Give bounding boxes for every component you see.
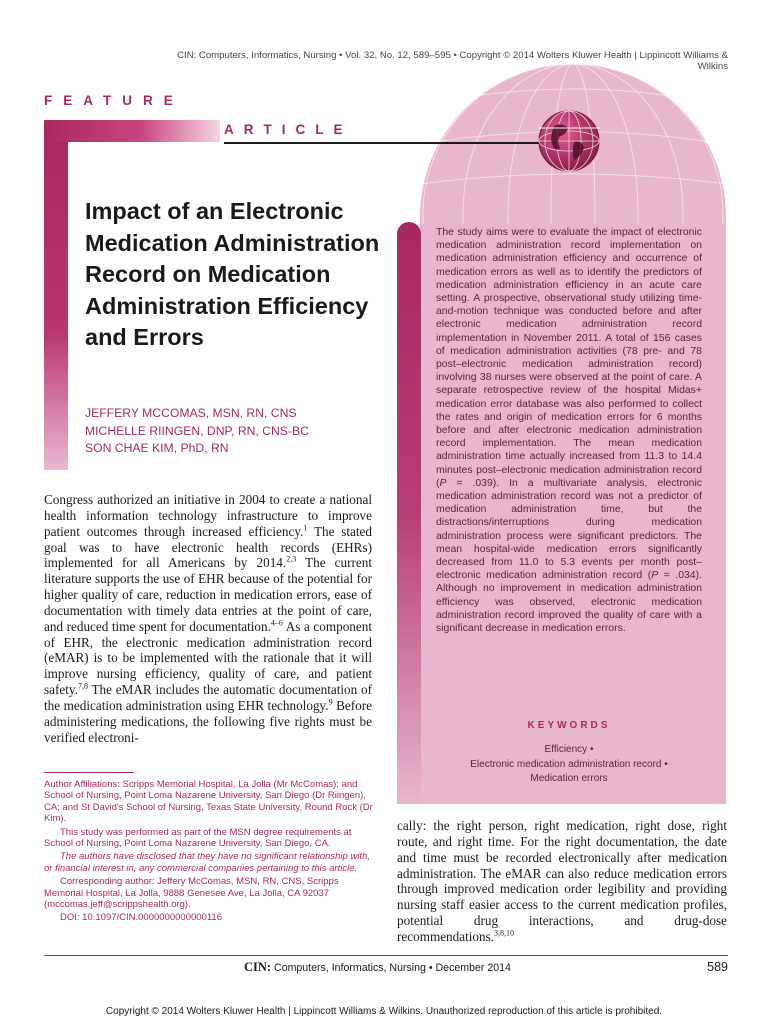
feature-label: FEATURE	[44, 93, 184, 108]
abstract-text: The study aims were to evaluate the impact of electronic medication administration record implementation on medication administration efficiency and occurrence of medication errors as well as to identify the predictors of medication administration efficiency in an acute care setting. A prospective, observational study utilizing time-and-motion technique was conducted before and after electronic medication administration record implementation in November 2011. A total of 156 cases of medication administration activities (78 pre- and 78 post–electronic medication administration record) involving 38 nurses were observed at the point of care. A separate retrospective review of the hospital Midas+ medication error database was also performed to collect the rates and origin of medication errors for 6 months before and after electronic medication administration record implementation. The mean medication administration time actually increased from 11.3 to 14.4 minutes post–electronic medication administration record (	[436, 227, 702, 489]
body-text: The current literature supports the use of EHR because of the potential for higher quality of care, reduction in medication errors, ease of documentation with timely data entries at the point of care, and reduced time spent for documentation.	[44, 555, 372, 634]
body-text: cally: the right person, right medication, right dose, right route, and right time. For the right documentation, the date and time must be recorded electronically after medication administration. The eMAR can also reduce medication errors through improved medication order legibility and providing nursing staff easier access to the current medication profiles, potential drug interactions, and drug-dose recommendations.	[397, 818, 727, 944]
correspondence-note: Corresponding author: Jeffery McComas, MSN, RN, CNS, Scripps Memorial Hospital, La Jolla, 9888 Genesee Ave, La Jolla, CA 92037 (mccomas.jeff@scrippshealth.org).	[44, 876, 339, 911]
author: SON CHAE KIM, PhD, RN	[85, 441, 229, 455]
study-note: This study was performed as part of the MSN degree requirements at School of Nursing, Point Loma Nazarene University, San Diego, CA.	[44, 826, 352, 850]
keywords-heading: KEYWORDS	[527, 720, 611, 731]
footnote-rule	[44, 772, 134, 773]
citation: 3,8,10	[494, 928, 515, 938]
footer-rule	[44, 955, 728, 956]
body-text: The stated goal was to have electronic health records (EHRs) implemented for all Americans by 2014.	[44, 523, 373, 571]
keyword: Efficiency •	[544, 744, 594, 755]
author-affiliations: Author Affiliations: Scripps Memorial Hospital, La Jolla (Mr McComas); and School of Nursing, Point Loma Nazarene University, San Diego (Dr Riingen), CA; and St David's School of Nursing, Texas State University, Round Rock (Dr Kim).	[44, 779, 373, 825]
footnotes	[44, 779, 376, 926]
citation: 7,8	[77, 681, 88, 691]
citation: 2,3	[286, 554, 297, 564]
title-accent-bar	[44, 120, 68, 470]
body-text: The eMAR includes the automatic documentation of the medication administration using EHR technology.	[44, 682, 372, 713]
author: JEFFERY MCCOMAS, MSN, RN, CNS	[85, 406, 297, 420]
body-text: As a component of EHR, the electronic medication administration record (eMAR) is to be implemented with the rationale that it will improve nursing efficiency, quality of care, and patient safety.	[44, 618, 372, 698]
copyright-notice: Copyright © 2014 Wolters Kluwer Health | Lippincott Williams & Wilkins. Unauthorized reproduction of this article is prohibited.	[105, 1006, 663, 1017]
journal-details: Computers, Informatics, Nursing • December 2014	[271, 962, 511, 974]
globe-icon	[536, 108, 602, 174]
running-header: CIN: Computers, Informatics, Nursing • Vol. 32, No. 12, 589–595 • Copyright © 2014 Wolters Kluwer Health | Lippincott Williams & Wilkins	[177, 50, 728, 72]
header-gradient-bar	[44, 120, 220, 142]
journal-abbrev: CIN:	[244, 960, 272, 974]
article-rule	[224, 142, 544, 144]
citation: 1	[303, 523, 308, 533]
article-label: ARTICLE	[224, 122, 353, 137]
citation: 9	[328, 697, 333, 707]
author-list	[85, 405, 385, 458]
abstract-accent-bar	[397, 222, 421, 804]
body-text-right	[397, 818, 727, 945]
keyword: Medication errors	[530, 773, 608, 784]
p-value-symbol: P	[651, 570, 659, 582]
footer-journal	[244, 960, 511, 975]
abstract-text: = .034). Although no improvement in medication administration efficiency was observed, electronic medication administration record improved the quality of care with a significant decrease in medication errors.	[436, 570, 702, 635]
author: MICHELLE RIINGEN, DNP, RN, CNS-BC	[85, 423, 309, 438]
disclosure-note: The authors have disclosed that they have no significant relationship with, or financial interest in, any commercial companies pertaining to this article.	[44, 851, 370, 874]
abstract-text: = .039). In a multivariate analysis, electronic medication administration record was not a predictor of medication administration time, but the distractions/interruptions during medication administration process were significant predictors. The mean hospital-wide medication errors significantly decreased from 11.0 to 5.3 events per month post–electronic medication administration record (	[436, 477, 702, 582]
body-text: Before administering medications, the following five rights must be verified electroni-	[44, 697, 372, 745]
page-footer	[44, 960, 728, 978]
article-title: Impact of an Electronic Medication Administration Record on Medication Administration Efficiency and Errors	[85, 198, 380, 350]
keywords-list	[436, 743, 702, 787]
keyword: Electronic medication administration record •	[470, 758, 668, 770]
body-text-left	[44, 492, 372, 746]
doi[interactable]: DOI: 10.1097/CIN.0000000000000116	[60, 912, 222, 924]
p-value-symbol: P	[439, 477, 447, 489]
body-text: Congress authorized an initiative in 2004 to create a national health information technology infrastructure to improve patient outcomes through increased efficiency.	[44, 492, 372, 539]
citation: 4–6	[270, 618, 283, 628]
page-number: 589	[707, 960, 728, 974]
abstract	[436, 226, 702, 635]
